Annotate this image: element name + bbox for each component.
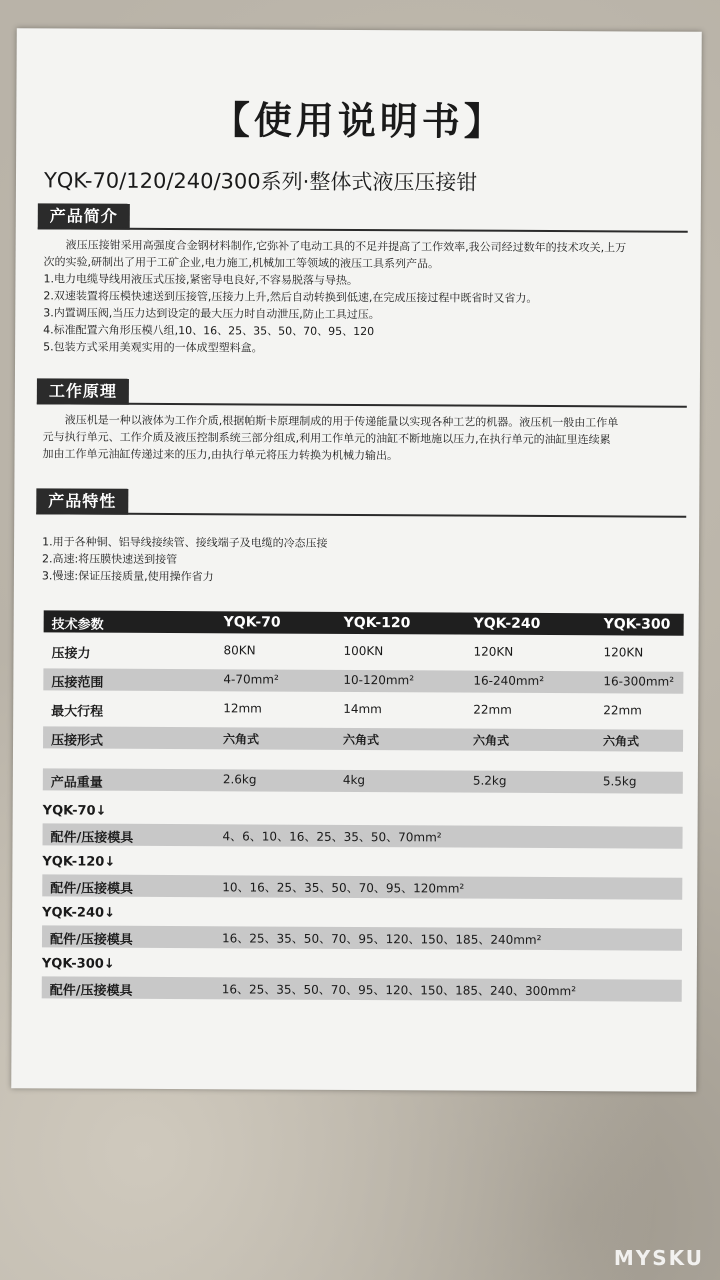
table-header-cell: YQK-120 [343,614,411,632]
table-header-cell: 技术参数 [51,617,104,633]
table-cell: 4-70mm² [223,672,279,687]
table-cell: 5.2kg [472,773,507,788]
table-cell: 100KN [343,643,384,659]
intro-line: 液压压接钳采用高强度合金钢材料制作,它弥补了电动工具的不足并提高了工作效率,我公司经过数年的技术攻关,上万 [65,238,627,255]
model-label: YQK-300↓ [41,956,115,972]
table-header-cell: YQK-70 [223,614,281,631]
feature-line: 3.慢速:保证压接质量,使用操作省力 [41,569,214,584]
section-header-principle [37,378,687,407]
table-row [43,668,683,693]
intro-line: 次的实验,研制出了用于工矿企业,电力施工,机械加工等领域的液压工具系列产品。 [43,255,440,271]
mold-row [43,823,683,848]
features-text [42,533,682,587]
mold-values: 16、25、35、50、70、95、120、150、185、240mm² [221,931,542,947]
document-title: 【使用说明书】 [211,98,506,144]
spec-table [43,610,684,800]
document-subtitle: YQK-70/120/240/300系列·整体式液压压接钳 [43,168,478,195]
watermark: MYSKU [613,1246,704,1270]
mold-label: 配件/压接模具 [50,830,134,846]
table-cell: 80KN [223,643,256,658]
intro-text [43,236,684,358]
table-cell: 12mm [223,701,262,716]
mold-values: 16、25、35、50、70、95、120、150、185、240、300mm² [221,982,577,999]
principle-line: 元与执行单元、工作介质及液压控制系统三部分组成,利用工作单元的油缸不断地施以压力,在执行单元的油缸里连续累 [42,430,611,447]
mold-label: 配件/压接模具 [49,983,133,999]
table-cell: 16-240mm² [473,673,545,688]
principle-line: 加由工作单元油缸传递过来的压力,由执行单元将压力转换为机械力输出。 [42,447,399,463]
table-cell: 六角式 [473,733,510,748]
feature-line: 2.高速:将压膜快速送到接管 [41,552,178,567]
table-cell: 六角式 [603,734,640,749]
table-cell: 2.6kg [222,772,257,787]
section-rule [36,512,686,517]
section-header-intro [38,203,688,232]
table-row [43,726,683,751]
table-cell: 10-120mm² [343,672,415,688]
table-cell: 16-300mm² [603,674,675,689]
intro-line: 3.内置调压阀,当压力达到设定的最大压力时自动泄压,防止工具过压。 [43,306,380,322]
principle-line: 液压机是一种以液体为工作介质,根据帕斯卡原理制成的用于传递能量以实现各种工艺的机器。液压机一般由工作单 [64,413,619,430]
section-title: 产品特性 [36,488,128,514]
table-cell: 5.5kg [602,774,637,789]
mold-row [42,925,682,950]
feature-line: 1.用于各种铜、铝导线接续管、接线端子及电缆的冷态压接 [42,535,328,550]
table-cell: 六角式 [343,732,380,748]
table-cell: 22mm [473,702,512,717]
section-header-features [36,488,686,517]
intro-line: 2.双速装置将压模快速送到压接管,压接力上升,然后自动转换到低速,在完成压接过程中既省时又省力。 [43,289,538,305]
section-title: 工作原理 [37,378,129,404]
intro-line: 1.电力电缆导线用液压式压接,紧密导电良好,不容易脱落与导热。 [43,272,358,288]
model-label: YQK-70↓ [42,803,107,819]
table-cell: 压接力 [51,646,91,662]
mold-row [42,874,682,899]
mold-label: 配件/压接模具 [49,932,133,948]
principle-text [43,411,683,465]
table-cell: 六角式 [223,732,260,747]
table-cell: 产品重量 [50,775,103,791]
instruction-sheet [11,28,702,1092]
intro-line: 5.包装方式采用美观实用的一体成型塑料盒。 [43,340,263,355]
section-rule [37,402,687,407]
mold-label: 配件/压接模具 [50,881,134,897]
table-cell: 14mm [343,701,382,717]
table-cell: 120KN [473,644,514,659]
section-rule [38,227,688,232]
table-cell: 最大行程 [51,704,104,720]
table-cell: 压接形式 [51,733,104,749]
table-row [43,639,683,664]
table-cell: 22mm [603,703,642,718]
table-row [43,697,683,722]
table-cell: 120KN [603,645,644,660]
model-label: YQK-120↓ [42,854,116,870]
mold-values: 10、16、25、35、50、70、95、120mm² [222,880,465,896]
section-title: 产品简介 [38,203,130,229]
model-label: YQK-240↓ [42,905,116,921]
mold-values: 4、6、10、16、25、35、50、70mm² [222,829,442,845]
table-cell: 4kg [342,772,366,788]
table-header-row [44,610,684,635]
intro-line: 4.标准配置六角形压模八组,10、16、25、35、50、70、95、120 [43,323,375,339]
table-cell: 压接范围 [51,675,104,691]
table-header-cell: YQK-300 [603,616,671,633]
table-header-cell: YQK-240 [473,615,541,632]
mold-row [42,976,682,1001]
table-row [43,768,683,793]
